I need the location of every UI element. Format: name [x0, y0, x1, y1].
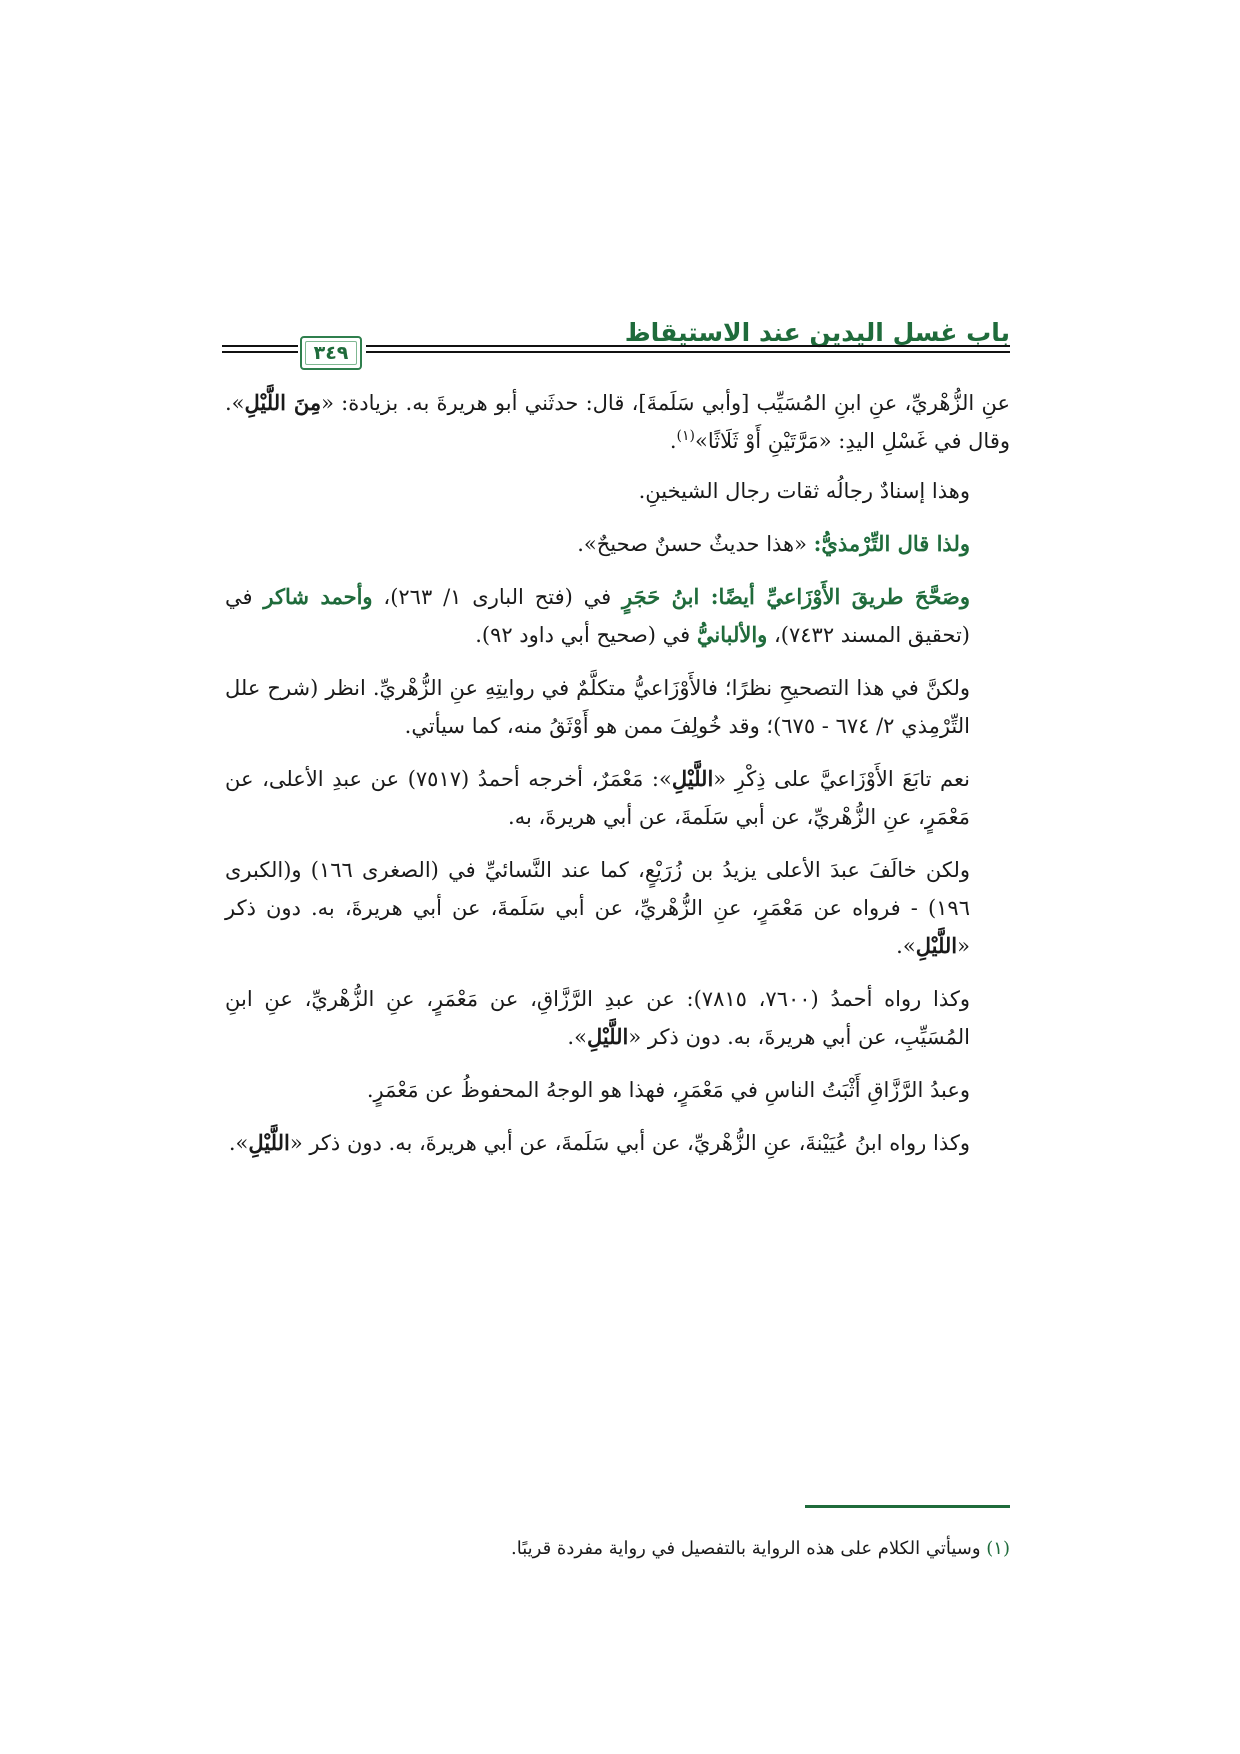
header-rule-left [222, 345, 298, 347]
paragraph-3 [225, 525, 1010, 563]
paragraph-4-text-2: في (تحقيق المسند ٧٤٣٢)، [225, 585, 970, 647]
paragraph-4 [225, 578, 1010, 654]
footnote [225, 1534, 1010, 1564]
paragraph-4-emphasis-2: وأحمد شاكر [263, 584, 373, 609]
paragraph-6-emphasis: اللَّيْلِ [671, 766, 714, 791]
footnote-reference[interactable]: (١) [676, 428, 695, 444]
paragraph-9: وعبدُ الرَّزَّاقِ أَثْبَتُ الناسِ في مَعْمَرٍ، فهذا هو الوجهُ المحفوظُ عن مَعْمَرٍ. [366, 1078, 970, 1102]
paragraph-6-pre: نعم تابَعَ الأَوْزَاعيَّ على ذِكْرِ « [713, 767, 970, 791]
paragraph-1 [225, 384, 1010, 460]
paragraph-6 [225, 760, 1010, 836]
paragraph-4-emphasis-3: والألبانيُّ [696, 622, 768, 647]
paragraph-4-text-3: في (صحيح أبي داود ٩٢). [475, 623, 697, 647]
header-rule-left-2 [222, 351, 298, 353]
paragraph-7-emphasis: اللَّيْلِ [915, 933, 958, 958]
paragraph-4-text-1: في (فتح البارى ١/ ٢٦٣)، [372, 585, 623, 609]
paragraph-1-line-2-pre: بزيادة: « [321, 391, 399, 415]
footnote-separator [805, 1505, 1010, 1508]
paragraph-8-pre: وكذا رواه أحمدُ (٧٦٠٠، ٧٨١٥): عن عبدِ الرَّزَّاقِ، عن مَعْمَرٍ، عنِ الزُّهْريِّ، عنِ ابنِ المُسَيِّبِ، عن أبي هريرةَ، به. دون ذكر « [225, 987, 970, 1049]
paragraph-10-emphasis: اللَّيْلِ [248, 1130, 290, 1155]
paragraph-7-pre: ولكن خالَفَ عبدَ الأعلى يزيدُ بن زُرَيْعٍ، كما عند النَّسائيِّ في (الصغرى ١٦٦) و(الكبرى ١٩٦) - فرواه عن مَعْمَرٍ، عنِ الزُّهْريِّ، عن أبي سَلَمةَ، عن أبي هريرةَ، به. دون ذكر « [225, 858, 970, 958]
chapter-title: باب غسل اليدين عند الاستيقاظ [624, 318, 1010, 347]
footnote-text: وسيأتي الكلام على هذه الرواية بالتفصيل في رواية مفردة قريبًا. [511, 1538, 987, 1559]
paragraph-3-text: «هذا حديثٌ حسنٌ صحيحٌ». [577, 532, 814, 556]
footnote-marker: (١) [986, 1538, 1010, 1559]
paragraph-8-post: ». [567, 1025, 587, 1049]
paragraph-1-line-2-end: . [669, 429, 677, 453]
paragraph-8-emphasis: اللَّيْلِ [586, 1024, 629, 1049]
paragraph-1-emphasis: مِنَ اللَّيْلِ [244, 390, 322, 415]
paragraph-8 [225, 980, 1010, 1056]
paragraph-1-line-1: عنِ الزُّهْريِّ، عنِ ابنِ المُسَيِّب [وأبي سَلَمةَ]، قال: حدثَني أبو هريرةَ به. [405, 391, 1010, 415]
page-number: ٣٤٩ [313, 342, 349, 364]
paragraph-10-pre: وكذا رواه ابنُ عُيَيْنةَ، عنِ الزُّهْريِّ، عن أبي سَلَمةَ، عن أبي هريرةَ، به. دون ذكر « [289, 1131, 970, 1155]
paragraph-3-emphasis: ولذا قال التِّرْمذيُّ: [813, 531, 970, 556]
page-number-badge [300, 336, 362, 370]
paragraph-7-post: ». [896, 934, 916, 958]
header-rule-right-2 [366, 351, 1010, 353]
paragraph-7 [225, 851, 1010, 965]
paragraph-5: ولكنَّ في هذا التصحيحِ نظرًا؛ فالأَوْزَاعيُّ متكلَّمٌ في روايتِهِ عنِ الزُّهْريِّ. انظر (شرح علل التِّرْمِذي ٢/ ٦٧٤ - ٦٧٥)؛ وقد خُولِفَ ممن هو أَوْثَقُ منه، كما سيأتي. [225, 676, 970, 738]
header-rule-right [366, 345, 1010, 347]
paragraph-6-post: »: مَعْمَرٌ، أخرجه أحمدُ (٧٥١٧) عن عبدِ الأعلى، عن مَعْمَرٍ، عنِ الزُّهْريِّ، عن أبي سَلَمةَ، عن أبي هريرةَ، به. [225, 767, 970, 829]
main-text [225, 384, 1010, 1177]
paragraph-2: وهذا إسنادٌ رجالُه ثقات رجال الشيخينِ. [638, 479, 970, 503]
paragraph-10-post: ». [228, 1131, 249, 1155]
paragraph-10 [225, 1124, 1010, 1162]
paragraph-1-line-2-mid: ». وقال في غَسْلِ اليدِ: «مَرَّتَيْنِ أَوْ ثَلَاثًا» [225, 391, 1010, 453]
paragraph-4-emphasis-1: وصَحَّحَ طريقَ الأَوْزَاعيِّ أيضًا: ابنُ حَجَرٍ [622, 584, 970, 609]
